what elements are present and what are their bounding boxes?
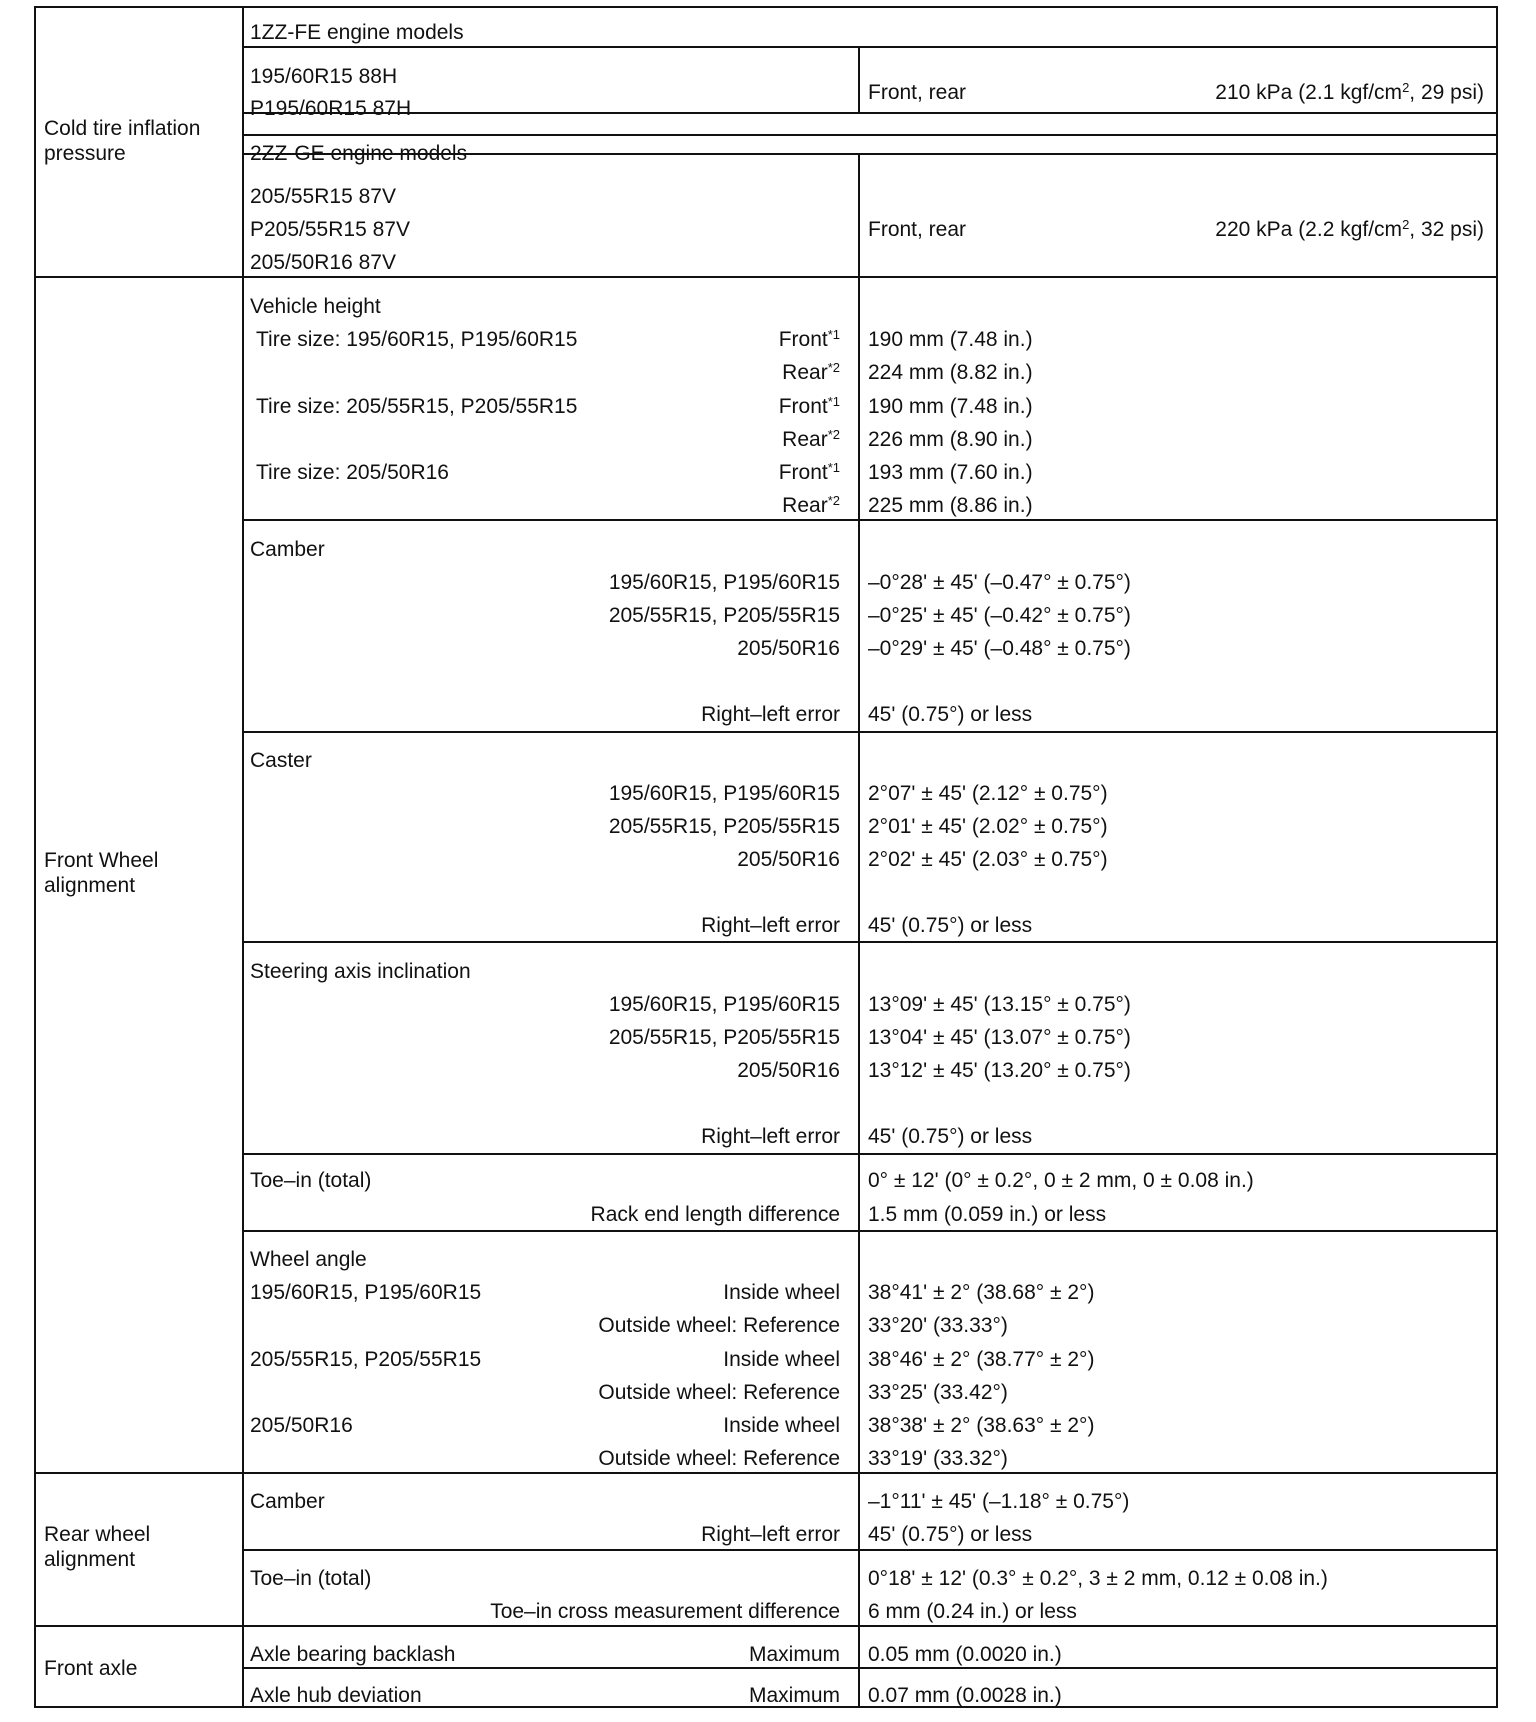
tire-size: 205/50R16 87V — [250, 251, 396, 274]
divider — [242, 112, 1496, 114]
error-value: 45' (0.75°) or less — [868, 703, 1033, 726]
pressure-value: 210 kPa (2.1 kgf/$cm^2$, 29 psi) — [1215, 80, 1484, 104]
steering-value: 13°09' ± 45' (13.15° ± 0.75°) — [868, 993, 1131, 1016]
steering-value: 13°12' ± 45' (13.20° ± 0.75°) — [868, 1059, 1131, 1082]
error-label: Right–left error — [701, 1125, 840, 1148]
wheel-angle-label: Inside wheel — [723, 1414, 840, 1437]
position-label: Rear$^{*2}$ — [782, 360, 840, 384]
divider — [242, 1549, 1496, 1551]
vehicle-height-heading: Vehicle height — [250, 295, 381, 318]
divider — [858, 46, 860, 114]
toe-in-cross-label: Toe–in cross measurement difference — [490, 1600, 840, 1623]
divider — [242, 1153, 1496, 1155]
wheel-angle-value: 38°41' ± 2° (38.68° ± 2°) — [868, 1281, 1095, 1304]
axle-limit: Maximum — [748, 1643, 840, 1666]
steering-axis-heading: Steering axis inclination — [250, 960, 471, 983]
toe-in-heading: Toe–in (total) — [250, 1169, 372, 1192]
divider — [36, 1625, 1496, 1627]
axle-item: Axle hub deviation — [250, 1684, 422, 1707]
error-label: Right–left error — [701, 1523, 840, 1546]
camber-value: –0°25' ± 45' (–0.42° ± 0.75°) — [868, 604, 1131, 627]
caster-value: 2°01' ± 45' (2.02° ± 0.75°) — [868, 815, 1108, 838]
height-value: 226 mm (8.90 in.) — [868, 428, 1033, 451]
axle-value: 0.05 mm (0.0020 in.) — [868, 1643, 1062, 1666]
tire-size: 195/60R15, P195/60R15 — [608, 993, 840, 1016]
rear-camber-value: –1°11' ± 45' (–1.18° ± 0.75°) — [868, 1490, 1130, 1513]
tire-size: 205/50R16 — [737, 1059, 840, 1082]
tire-size: Tire size: 205/55R15, P205/55R15 — [256, 395, 578, 418]
divider — [242, 134, 1496, 136]
tire-size: 205/55R15, P205/55R15 — [608, 1026, 840, 1049]
wheel-angle-label: Inside wheel — [723, 1281, 840, 1304]
tire-size: 195/60R15, P195/60R15 — [250, 1281, 482, 1304]
error-value: 45' (0.75°) or less — [868, 914, 1033, 937]
divider — [242, 1230, 1496, 1232]
rear-camber-heading: Camber — [250, 1490, 325, 1513]
caster-value: 2°02' ± 45' (2.03° ± 0.75°) — [868, 848, 1108, 871]
divider — [242, 1667, 1496, 1669]
error-value: 45' (0.75°) or less — [868, 1523, 1033, 1546]
position-text: Front, rear — [868, 81, 967, 104]
wheel-angle-label: Inside wheel — [723, 1348, 840, 1371]
pressure-value: 220 kPa (2.2 kgf/$cm^2$, 32 psi) — [1215, 217, 1484, 241]
axle-value: 0.07 mm (0.0028 in.) — [868, 1684, 1062, 1707]
axle-item: Axle bearing backlash — [250, 1643, 456, 1666]
wheel-angle-value: 33°20' (33.33°) — [868, 1314, 1008, 1337]
tire-size: P195/60R15 87H — [250, 97, 412, 120]
tire-size: 195/60R15 88H — [250, 65, 398, 88]
error-label: Right–left error — [701, 914, 840, 937]
front-axle-label: Front axle — [44, 1657, 138, 1680]
height-value: 225 mm (8.86 in.) — [868, 494, 1033, 517]
cold-tire-label: Cold tire inflation pressure — [44, 117, 201, 165]
camber-heading: Camber — [250, 538, 325, 561]
axle-limit: Maximum — [748, 1684, 840, 1707]
tire-size: P205/55R15 87V — [250, 218, 410, 241]
error-label: Right–left error — [701, 703, 840, 726]
tire-size: 195/60R15, P195/60R15 — [608, 571, 840, 594]
caster-heading: Caster — [250, 749, 312, 772]
wheel-angle-value: 38°38' ± 2° (38.63° ± 2°) — [868, 1414, 1095, 1437]
tire-size: 205/55R15 87V — [250, 185, 396, 208]
tire-size: Tire size: 195/60R15, P195/60R15 — [256, 328, 578, 351]
position-label: Front$^{*1}$ — [778, 460, 840, 484]
position-label: Rear$^{*2}$ — [782, 493, 840, 517]
position-label: Rear$^{*2}$ — [782, 427, 840, 451]
height-value: 193 mm (7.60 in.) — [868, 461, 1033, 484]
tire-size: Tire size: 205/50R16 — [256, 461, 449, 484]
caster-value: 2°07' ± 45' (2.12° ± 0.75°) — [868, 782, 1108, 805]
tire-size: 195/60R15, P195/60R15 — [608, 782, 840, 805]
wheel-angle-value: 38°46' ± 2° (38.77° ± 2°) — [868, 1348, 1095, 1371]
toe-in-cross-value: 6 mm (0.24 in.) or less — [868, 1600, 1077, 1623]
wheel-angle-heading: Wheel angle — [250, 1248, 367, 1271]
toe-in-value: 0° ± 12' (0° ± 0.2°, 0 ± 2 mm, 0 ± 0.08 in.) — [868, 1169, 1254, 1192]
wheel-angle-label: Outside wheel: Reference — [598, 1381, 840, 1404]
rear-wheel-label: Rear wheel alignment — [44, 1523, 151, 1571]
position-text: Front, rear — [868, 218, 967, 241]
steering-value: 13°04' ± 45' (13.07° ± 0.75°) — [868, 1026, 1131, 1049]
position-label: Front$^{*1}$ — [778, 327, 840, 351]
divider — [242, 731, 1496, 733]
engine-2zz-heading: 2ZZ-GE engine models — [250, 142, 468, 165]
front-wheel-label: Front Wheel alignment — [44, 849, 159, 897]
tire-size: 205/55R15, P205/55R15 — [608, 604, 840, 627]
divider — [242, 46, 1496, 48]
tire-size: 205/55R15, P205/55R15 — [250, 1348, 482, 1371]
spec-table — [34, 6, 1498, 1708]
rack-end-label: Rack end length difference — [590, 1203, 840, 1226]
camber-value: –0°29' ± 45' (–0.48° ± 0.75°) — [868, 637, 1131, 660]
wheel-angle-value: 33°19' (33.32°) — [868, 1447, 1008, 1470]
height-value: 224 mm (8.82 in.) — [868, 361, 1033, 384]
engine-1zz-heading: 1ZZ-FE engine models — [250, 21, 464, 44]
rear-toe-in-heading: Toe–in (total) — [250, 1567, 372, 1590]
camber-value: –0°28' ± 45' (–0.47° ± 0.75°) — [868, 571, 1131, 594]
rear-toe-in-value: 0°18' ± 12' (0.3° ± 0.2°, 3 ± 2 mm, 0.12 ± 0.08 in.) — [868, 1567, 1328, 1590]
tire-size: 205/50R16 — [250, 1414, 353, 1437]
height-value: 190 mm (7.48 in.) — [868, 395, 1033, 418]
divider — [242, 8, 244, 1706]
wheel-angle-label: Outside wheel: Reference — [598, 1314, 840, 1337]
divider — [242, 941, 1496, 943]
tire-size: 205/50R16 — [737, 637, 840, 660]
divider — [242, 519, 1496, 521]
divider — [36, 1472, 1496, 1474]
rack-end-value: 1.5 mm (0.059 in.) or less — [868, 1203, 1107, 1226]
height-value: 190 mm (7.48 in.) — [868, 328, 1033, 351]
wheel-angle-value: 33°25' (33.42°) — [868, 1381, 1008, 1404]
wheel-angle-label: Outside wheel: Reference — [598, 1447, 840, 1470]
error-value: 45' (0.75°) or less — [868, 1125, 1033, 1148]
position-label: Front$^{*1}$ — [778, 394, 840, 418]
divider — [36, 276, 1496, 278]
tire-size: 205/55R15, P205/55R15 — [608, 815, 840, 838]
tire-size: 205/50R16 — [737, 848, 840, 871]
